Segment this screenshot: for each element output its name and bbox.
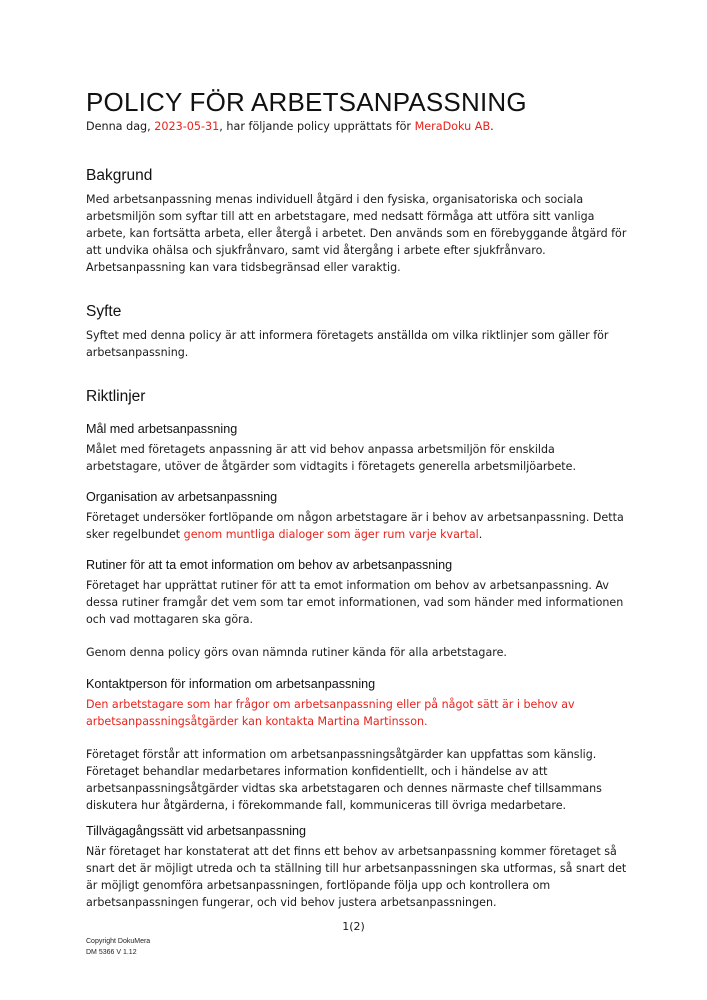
text-kontakt-2: Företaget förstår att information om arbetsanpassningsåtgärder kan uppfattas som känslig. Företaget behandlar medarbetares information konfidentiellt, och i händelse av att arbetsanpassningsåtgärder vidtas ska arbetstagaren och dennes närmaste chef tillsammans diskutera hur åtgärderna, i förekommande fall, kommuniceras till övriga medarbetare. bbox=[86, 748, 602, 812]
page-title: POLICY FÖR ARBETSANPASSNING bbox=[86, 87, 527, 117]
heading-bakgrund: Bakgrund bbox=[86, 167, 153, 184]
subsection-rutiner bbox=[86, 557, 631, 661]
document-id: DM 5366 V 1.12 bbox=[86, 949, 137, 956]
intro-prefix: Denna dag, bbox=[86, 120, 155, 133]
organisation-text-red: genom muntliga dialoger som äger rum varje kvartal bbox=[183, 528, 479, 541]
organisation-text-suffix: . bbox=[478, 528, 483, 541]
text-kontakt-red: Den arbetstagare som har frågor om arbetsanpassning eller på något sätt är i behov av arbetsanpassningsåtgärder kan kontakta Martina Martinsson. bbox=[86, 698, 575, 728]
section-riktlinjer bbox=[86, 387, 631, 407]
text-mal: Målet med företagets anpassning är att vid behov anpassa arbetsmiljön för enskilda arbetstagare, utöver de åtgärder som vidtagits i företagets generella arbetsmiljöarbete. bbox=[86, 443, 576, 473]
heading-kontakt: Kontaktperson för information om arbetsanpassning bbox=[86, 677, 376, 691]
footer-copyright bbox=[86, 936, 150, 958]
subsection-mal bbox=[86, 421, 631, 475]
text-syfte: Syftet med denna policy är att informera företagets anställda om vilka riktlinjer som gäller för arbetsanpassning. bbox=[86, 329, 609, 359]
text-tillvagagang: När företaget har konstaterat att det finns ett behov av arbetsanpassning kommer företaget så snart det är möjligt utreda och ta ställning till hur arbetsanpassningen ska utformas, så snart det är möjligt genomföra arbetsanpassningen, fortlöpande följa upp och kontrollera om arbetsanpassningen fungerar, och vid behov justera arbetsanpassningen. bbox=[86, 845, 627, 909]
text-organisation bbox=[86, 509, 631, 543]
section-syfte bbox=[86, 302, 631, 361]
document-page bbox=[86, 86, 631, 135]
heading-mal: Mål med arbetsanpassning bbox=[86, 422, 238, 436]
text-rutiner-2: Genom denna policy görs ovan nämnda rutiner kända för alla arbetstagare. bbox=[86, 646, 507, 659]
intro-suffix: . bbox=[490, 120, 494, 133]
intro-middle: , har följande policy upprättats för bbox=[219, 120, 415, 133]
heading-rutiner: Rutiner för att ta emot information om behov av arbetsanpassning bbox=[86, 558, 453, 572]
heading-organisation: Organisation av arbetsanpassning bbox=[86, 490, 278, 504]
section-bakgrund bbox=[86, 166, 631, 276]
copyright-text: Copyright DokuMera bbox=[86, 938, 151, 945]
subsection-kontakt bbox=[86, 676, 631, 814]
heading-tillvagagang: Tillvägagångssätt vid arbetsanpassning bbox=[86, 824, 307, 838]
intro-date: 2023-05-31 bbox=[154, 120, 220, 133]
page-number: 1(2) bbox=[342, 920, 365, 933]
intro-line bbox=[86, 119, 631, 135]
heading-syfte: Syfte bbox=[86, 303, 122, 320]
subsection-organisation bbox=[86, 489, 631, 543]
intro-company: MeraDoku AB bbox=[414, 120, 491, 133]
text-rutiner-1: Företaget har upprättat rutiner för att ta emot information om behov av arbetsanpassning. Av dessa rutiner framgår det vem som tar emot informationen, vad som händer med informationen och vad mottagaren ska göra. bbox=[86, 579, 624, 626]
organisation-text-prefix: Företaget undersöker fortlöpande om någon arbetstagare är i behov av arbetsanpassning. Detta sker regelbundet bbox=[86, 511, 624, 541]
text-bakgrund: Med arbetsanpassning menas individuell åtgärd i den fysiska, organisatoriska och sociala arbetsmiljön som syftar till att en arbetstagare, med nedsatt förmåga att utföra sitt vanliga arbete, kan fortsätta arbeta, eller återgå i arbetet. Den används som en förebyggande åtgärd för att undvika ohälsa och sjukfrånvaro, samt vid återgång i arbete efter sjukfrånvaro. Arbetsanpassning kan vara tidsbegränsad eller varaktig. bbox=[86, 193, 627, 274]
heading-riktlinjer: Riktlinjer bbox=[86, 388, 146, 405]
subsection-tillvagagang bbox=[86, 823, 631, 911]
